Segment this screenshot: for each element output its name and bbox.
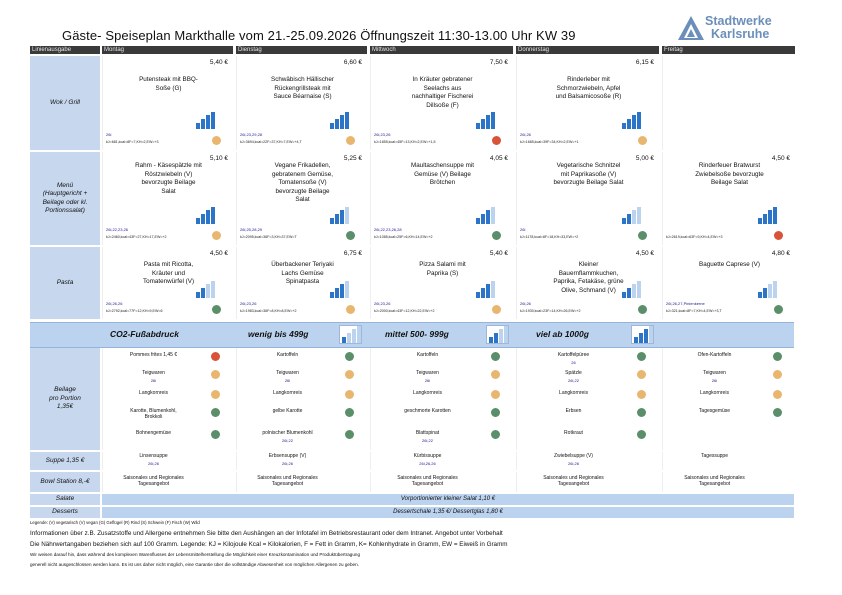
sustainability-dot [491, 390, 500, 399]
sustainability-dot [212, 231, 221, 240]
price: 4,05 € [489, 155, 508, 162]
soup-tags: 26i,26 [148, 461, 159, 466]
co2-bar [499, 329, 503, 343]
co2-rating-icon [476, 112, 495, 129]
footer-line: Die Nährwertangaben beziehen sich auf 100 Gramm. Legende: KJ = Kilojoule Kcal = Kilokalorien, F = Fett in Gramm, K= Kohlenhydrate in Gramm, EW = Eiweiß in Gramm [30, 541, 508, 548]
dish-name: Vegane Frikadellen, gebratenem Gemüse, Tomatensoße (V) bevorzugte Beilage Salat [272, 162, 333, 203]
sustainability-dot [637, 430, 646, 439]
nutrition-info: kJ=1085,kcal=25F=6,KH=14,EW=+2 [374, 235, 433, 239]
co2-rating-icon [330, 112, 349, 129]
side-dish: Teigwaren [703, 370, 726, 376]
co2-bar [494, 333, 498, 343]
co2-bar [773, 207, 777, 224]
day-label: Freitag [664, 47, 683, 53]
line-label: Menü (Hauptgericht + Beilage oder kl. Portionssalat) [30, 152, 100, 245]
dish-name: Überbackener Teriyaki Lachs Gemüse Spinatpasta [271, 261, 334, 285]
logo-line2: Karlsruhe [711, 27, 770, 41]
menu-cell [662, 56, 796, 150]
co2-bar [342, 337, 346, 343]
co2-bar [211, 207, 215, 224]
bowl-offer: Saisonales und Regionales Tagesangebot [397, 475, 458, 487]
price: 4,50 € [209, 250, 228, 257]
allergen-tags: 26i,26 [520, 301, 531, 306]
logo-line1: Stadtwerke [705, 14, 772, 28]
dish-name: Baguette Caprese (V) [699, 261, 760, 268]
nutrition-info: kJ=1855,kcal=45F=13,KH=2,EW=+1,5 [374, 140, 436, 144]
suppe-label: Suppe 1,35 € [30, 452, 100, 470]
sustainability-dot [345, 352, 354, 361]
menu-cell [516, 247, 660, 319]
menu-cell [236, 247, 368, 319]
sustainability-dot [638, 231, 647, 240]
co2-bar [352, 329, 356, 343]
allergen-tags: 26i,26 [520, 132, 531, 137]
header-day [102, 46, 233, 54]
nutrition-info: kJ=2619,kcal=63F=9,KH=4,EW=+3 [666, 235, 723, 239]
co2-bar [639, 333, 643, 343]
menu-cell [236, 152, 368, 245]
dish-name: Rinderleber mit Schmorzwiebeln, Apfel und Balsamicosoße (R) [555, 76, 622, 100]
co2-bar [763, 288, 767, 298]
menu-cell [236, 56, 368, 150]
bowl-offer: Saisonales und Regionales Tagesangebot [123, 475, 184, 487]
soup-tags: 26i,26 [282, 461, 293, 466]
allergen-tags: 26i,22,23,26 [106, 227, 129, 232]
nutrition-info: kJ=2460,kcal=43F=27,KH=17,EW=+2 [106, 235, 167, 239]
co2-bar [335, 288, 339, 298]
co2-bars-icon [634, 326, 653, 343]
day-label: Donnerstag [518, 47, 550, 53]
co2-bar [476, 123, 480, 129]
line-label: Wok / Grill [30, 56, 100, 150]
soup-tags: 26i,26 [568, 461, 579, 466]
price: 5,10 € [209, 155, 228, 162]
co2-bar [340, 210, 344, 224]
menu-cell [102, 56, 234, 150]
dish-name: Schwäbisch Hällischer Rückengrillsteak mit Sauce Béarnaise (S) [271, 76, 334, 100]
co2-bar [634, 337, 638, 343]
dish-name: Putensteak mit BBQ- Soße (G) [139, 76, 198, 92]
nutrition-info: kJ=2000,kcal=43F=12,KH=22,EW=+2 [374, 309, 435, 313]
co2-bar [758, 292, 762, 298]
co2-bar [632, 284, 636, 298]
side-dish: Kartoffelpüree [557, 352, 590, 358]
bowl-offer: Saisonales und Regionales Tagesangebot [684, 475, 745, 487]
side-dish: Karotte, Blumenkohl, Brokkoli [130, 408, 177, 420]
dish-name: In Kräuter gebratener Seelachs aus nachhaltiger Fischerei Dillsoße (F) [411, 76, 474, 109]
footer-line: Informationen über z.B. Zusatzstoffe und Allergene entnehmen Sie bitte den Aushängen an der Infotafel im Betriebsrestaurant oder dem Intranet. Angebot unter Vorbehalt [30, 530, 503, 537]
day-label: Dienstag [238, 47, 262, 53]
sustainability-dot [492, 136, 501, 145]
co2-bar [196, 292, 200, 298]
co2-bar [486, 115, 490, 129]
sustainability-dot [345, 408, 354, 417]
salate-label: Salate [30, 494, 100, 505]
co2-bar [196, 123, 200, 129]
allergen-tags: 26i,26,27,Pinienkerne [666, 301, 705, 306]
price: 6,15 € [635, 59, 654, 66]
co2-rating-icon [476, 281, 495, 298]
side-dish: Tagesgemüse [698, 408, 731, 414]
price: 4,50 € [771, 155, 790, 162]
co2-bar [345, 112, 349, 129]
nutrition-info: kJ=2792,kcal=77F=12,KH=9,EW=6 [106, 309, 163, 313]
price: 7,50 € [489, 59, 508, 66]
co2-bar [206, 210, 210, 224]
nutrition-info: kJ=1178,kcal=8F=18,KH=33,EW=+2 [520, 235, 579, 239]
allergen-tags: 26i,22,23,26,28 [374, 227, 402, 232]
co2-bar [768, 210, 772, 224]
sustainability-dot [774, 231, 783, 240]
side-dish-tags: 26 [571, 360, 576, 365]
co2-legend-icon [486, 325, 509, 344]
co2-mid-label: mittel 500- 999g [385, 329, 449, 339]
co2-bar [340, 115, 344, 129]
allergen-tags: 26i,23,26 [240, 301, 257, 306]
side-dish: Langkornreis [139, 390, 168, 396]
co2-bar [637, 207, 641, 224]
soup-name: Kürbissuppe [413, 453, 442, 459]
co2-bar [357, 326, 361, 343]
side-dish: Langkornreis [559, 390, 588, 396]
company-logo [676, 14, 796, 50]
co2-bar [330, 123, 334, 129]
co2-legend-icon [631, 325, 654, 344]
co2-legend-icon [339, 325, 362, 344]
co2-bar [330, 292, 334, 298]
price: 4,50 € [635, 250, 654, 257]
sustainability-dot [345, 430, 354, 439]
side-dish-tags: 26i,22 [422, 438, 433, 443]
sustainability-dot [211, 430, 220, 439]
co2-bar [481, 288, 485, 298]
sustainability-dot [346, 136, 355, 145]
allergen-tags: 26i,25,28,29 [240, 227, 263, 232]
price: 5,25 € [343, 155, 362, 162]
co2-bar [644, 329, 648, 343]
header-day [370, 46, 513, 54]
co2-bar [345, 281, 349, 298]
sustainability-dot [492, 231, 501, 240]
co2-bar [347, 333, 351, 343]
allergen-tags: 26i,23,26 [374, 132, 391, 137]
bowl-offer: Saisonales und Regionales Tagesangebot [257, 475, 318, 487]
co2-bar [491, 281, 495, 298]
allergen-tags: 26i [520, 227, 526, 232]
co2-bar [773, 281, 777, 298]
co2-rating-icon [758, 207, 777, 224]
sustainability-dot [773, 352, 782, 361]
side-dish: Erbsen [565, 408, 582, 414]
side-dish: gelbe Karotte [272, 408, 303, 414]
sustainability-dot [491, 430, 500, 439]
sustainability-dot [345, 390, 354, 399]
co2-rating-icon [196, 281, 215, 298]
menu-cell [102, 247, 234, 319]
header-line-label [30, 46, 100, 54]
co2-bar [486, 284, 490, 298]
co2-bar [637, 112, 641, 129]
menu-cell [102, 152, 234, 245]
co2-bar [627, 214, 631, 224]
sustainability-dot [212, 136, 221, 145]
allergen-tags: 26i,23,29,28 [240, 132, 263, 137]
sustainability-dot [346, 305, 355, 314]
footer-line: Wir weisen darauf hin, dass während des komplexen Warenflusses der Lebensmittelherstellung die Möglichkeit einer Kreuzkontamination und Produktübertragung [30, 552, 360, 557]
sustainability-dot [492, 305, 501, 314]
day-label: Mittwoch [372, 47, 396, 53]
soup-name: Tagessuppe [701, 453, 728, 459]
nutrition-info: kJ=681,kcal=8F=7,KH=2,EW=+3 [106, 140, 159, 144]
allergen-tags: 26i [106, 132, 112, 137]
co2-bar [486, 210, 490, 224]
co2-bar [206, 284, 210, 298]
co2-bar [211, 281, 215, 298]
header-label-text: Linienausgabe [32, 47, 72, 53]
co2-bar [481, 119, 485, 129]
side-dish: Kartoffeln [276, 352, 299, 358]
bowl-offer: Saisonales und Regionales Tagesangebot [543, 475, 604, 487]
dish-name: Pizza Salami mit Paprika (S) [419, 261, 466, 277]
side-dish: Blattspinat [415, 430, 440, 436]
menu-cell [516, 152, 660, 245]
sustainability-dot [211, 352, 220, 361]
header-day [516, 46, 659, 54]
menu-cell [516, 56, 660, 150]
legend: Legende: (V) vegetarisch (V) vegan (G) Geflügel (R) Rind (S) Schwein (F) Fisch (W) Wild [30, 520, 200, 525]
menu-cell [370, 56, 514, 150]
salate-text: Vorportionierter kleiner Salat 1,10 € [102, 494, 794, 505]
dish-name: Kleiner Bauernflammkuchen, Paprika, Fetakäse, grüne Olive, Schmand (V) [553, 261, 624, 294]
price: 6,75 € [343, 250, 362, 257]
sustainability-dot [211, 370, 220, 379]
menu-cell [662, 152, 796, 245]
side-dish: Langkornreis [413, 390, 442, 396]
sustainability-dot [211, 390, 220, 399]
co2-bar [627, 288, 631, 298]
price: 5,40 € [209, 59, 228, 66]
side-dish-tags: 26i,22 [568, 378, 579, 383]
soup-name: Zwiebelsuppe (V) [554, 453, 593, 459]
price: 5,00 € [635, 155, 654, 162]
co2-bar [627, 119, 631, 129]
menu-cell [662, 247, 796, 319]
co2-bar [335, 214, 339, 224]
sustainability-dot [773, 408, 782, 417]
co2-high-label: viel ab 1000g [536, 329, 589, 339]
sustainability-dot [491, 370, 500, 379]
co2-rating-icon [330, 207, 349, 224]
co2-bar [345, 207, 349, 224]
allergen-tags: 26i,26,26 [106, 301, 123, 306]
side-dish: Spätzle [565, 370, 582, 376]
page-title: Gäste- Speiseplan Markthalle vom 21.-25.09.2026 Öffnungszeit 11:30-13.00 Uhr KW 39 [62, 28, 576, 43]
soup-name: Linsensuppe [139, 453, 168, 459]
co2-bar [491, 207, 495, 224]
side-dish-tags: 26i [711, 378, 718, 383]
co2-bars-icon [489, 326, 508, 343]
side-dish: Teigwaren [142, 370, 165, 376]
desserts-text: Dessertschale 1,35 €/ Dessertglas 1,80 € [102, 507, 794, 518]
sustainability-dot [637, 352, 646, 361]
price: 5,40 € [489, 250, 508, 257]
side-dish: Kartoffeln [416, 352, 439, 358]
nutrition-info: kJ=321,kcal=8F=7,KH=4,EW=+3,T [666, 309, 722, 313]
co2-bar [481, 214, 485, 224]
side-dish-tags: 26i,22 [282, 438, 293, 443]
footer-line: generell nicht ausgeschlossen werden kann. Es ist uns daher nicht möglich, eine Garantie über die vollständige Abwesenheit von möglichen Allergenen zu geben. [30, 562, 359, 567]
line-label: Pasta [30, 247, 100, 319]
co2-bar [201, 214, 205, 224]
side-dish: Pommes frites 1,45 € [129, 352, 178, 358]
soup-tags: 26i,26,26 [419, 461, 436, 466]
co2-bar [649, 326, 653, 343]
co2-bar [201, 119, 205, 129]
co2-bar [637, 281, 641, 298]
co2-bar [211, 112, 215, 129]
co2-bar [196, 218, 200, 224]
allergen-tags: 26i,23,26 [374, 301, 391, 306]
sustainability-dot [345, 370, 354, 379]
sustainability-dot [638, 305, 647, 314]
price: 4,80 € [771, 250, 790, 257]
co2-rating-icon [758, 281, 777, 298]
side-dish-tags: 26i [284, 378, 291, 383]
co2-bar [758, 218, 762, 224]
co2-bar [504, 326, 508, 343]
co2-rating-icon [196, 207, 215, 224]
sustainability-dot [637, 370, 646, 379]
beilage-cell [662, 348, 796, 450]
sustainability-dot [773, 390, 782, 399]
nutrition-info: kJ=3694,kcal=22F=37,KH=7,EW=+4,T [240, 140, 302, 144]
nutrition-info: kJ=1983,kcal=36F=8,KH=8,EW=+2 [240, 309, 297, 313]
co2-bar [622, 218, 626, 224]
side-dish: polnischer Blumenkohl [262, 430, 313, 436]
header-day [236, 46, 367, 54]
sustainability-dot [211, 408, 220, 417]
sustainability-dot [773, 370, 782, 379]
co2-bar [335, 119, 339, 129]
co2-bar [476, 218, 480, 224]
sustainability-dot [491, 408, 500, 417]
sustainability-dot [637, 390, 646, 399]
logo-icon [676, 14, 706, 44]
co2-bar [340, 284, 344, 298]
sustainability-dot [774, 305, 783, 314]
menu-cell [370, 247, 514, 319]
co2-bar [330, 218, 334, 224]
co2-rating-icon [476, 207, 495, 224]
side-dish-tags: 26i [150, 378, 157, 383]
side-dish: geschmorte Karotten [404, 408, 451, 414]
price: 6,60 € [343, 59, 362, 66]
side-dish: Bohnengemüse [135, 430, 172, 436]
sustainability-dot [638, 136, 647, 145]
co2-bar [763, 214, 767, 224]
side-dish: Teigwaren [416, 370, 439, 376]
dish-name: Rinderfeuer Bratwurst Zwiebelsoße bevorzugte Beilage Salat [695, 162, 764, 186]
co2-bar [622, 123, 626, 129]
co2-bar [632, 115, 636, 129]
dish-name: Rahm - Käsespätzle mit Röstzwiebeln (V) bevorzugte Beilage Salat [135, 162, 202, 195]
side-dish: Rotkraut [564, 430, 583, 436]
side-dish: Teigwaren [276, 370, 299, 376]
sustainability-dot [637, 408, 646, 417]
co2-rating-icon [622, 281, 641, 298]
co2-bar [632, 210, 636, 224]
desserts-label: Desserts [30, 507, 100, 518]
nutrition-info: kJ=2095,kcal=36F=3,KH=37,EW=T [240, 235, 297, 239]
co2-bar [768, 284, 772, 298]
co2-rating-icon [622, 112, 641, 129]
sustainability-dot [346, 231, 355, 240]
menu-cell [370, 152, 514, 245]
co2-bar [201, 288, 205, 298]
side-dish-tags: 26i [424, 378, 431, 383]
dish-name: Maultaschensuppe mit Gemüse (V) Beilage Brötchen [410, 162, 474, 186]
nutrition-info: kJ=1930,kcal=23F=14,KH=26,EW=+2 [520, 309, 581, 313]
co2-bar [491, 112, 495, 129]
co2-rating-icon [330, 281, 349, 298]
co2-rating-icon [196, 112, 215, 129]
side-dish: Langkornreis [273, 390, 302, 396]
day-label: Montag [104, 47, 125, 53]
sustainability-dot [491, 352, 500, 361]
co2-low-label: wenig bis 499g [248, 329, 309, 339]
co2-title: CO2-Fußabdruck [110, 329, 179, 339]
co2-bars-icon [342, 326, 361, 343]
dish-name: Pasta mit Ricotta, Kräuter und Tomatenwürfel (V) [142, 261, 195, 285]
side-dish: Ofen-Kartoffeln [697, 352, 732, 358]
beilage-label: Beilage pro Portion 1,35€ [30, 348, 100, 450]
dish-name: Vegetarische Schnitzel mit Paprikasoße (V) bevorzugte Beilage Salat [553, 162, 624, 186]
bowl-label: Bowl Station 8,-€ [30, 472, 100, 492]
nutrition-info: kJ=1685,kcal=39F=34,KH=2,EW=+1 [520, 140, 579, 144]
co2-bar [622, 292, 626, 298]
soup-name: Erbsensuppe (V) [268, 453, 307, 459]
co2-bar [476, 292, 480, 298]
header-day [662, 46, 795, 54]
side-dish: Langkornreis [700, 390, 729, 396]
co2-bar [206, 115, 210, 129]
co2-bar [489, 337, 493, 343]
co2-rating-icon [622, 207, 641, 224]
sustainability-dot [212, 305, 221, 314]
